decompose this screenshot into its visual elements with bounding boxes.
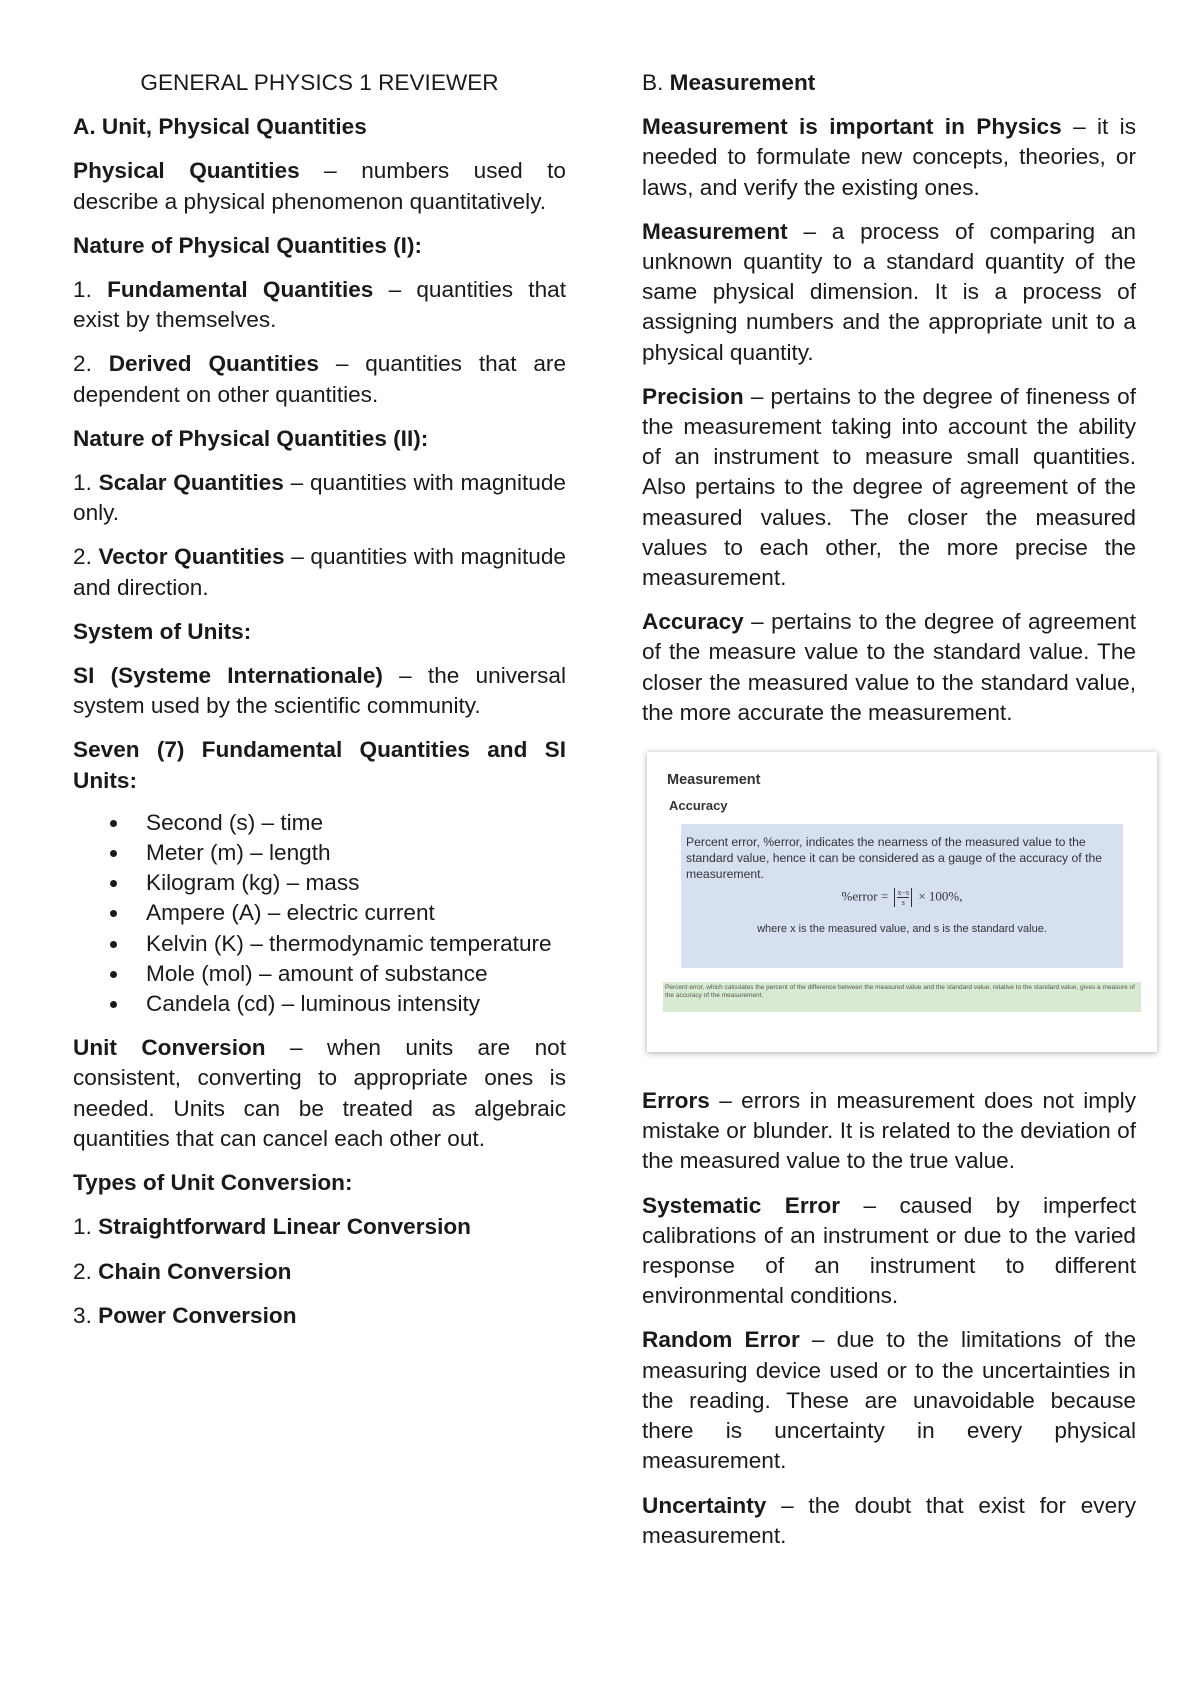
section-b-heading: B. Measurement [642,70,816,95]
si-definition: SI (Systeme Internationale) – the universal system used by the scientific community. [73,663,566,719]
vector-quantities-item: 2. Vector Quantities – quantities with magnitude and direction. [73,544,566,600]
bullet-icon [110,971,117,978]
types-heading: Types of Unit Conversion: [73,1170,353,1196]
list-item: Second (s) – time [73,808,566,838]
percent-error-figure [647,752,1157,1052]
figure-title: Measurement [667,772,761,789]
list-item: Mole (mol) – amount of substance [73,959,566,989]
figure-subtitle: Accuracy [669,798,728,814]
seven-quantities-heading: Seven (7) Fundamental Quantities and SI Units: [73,737,566,793]
measurement-definition: Measurement – a process of comparing an unknown quantity to a standard quantity of the same physical dimension. It is a process of assigning numbers and the appropriate unit to a physical quantity. [642,218,1136,365]
si-units-list [73,808,566,1019]
errors-definition: Errors – errors in measurement does not imply mistake or blunder. It is related to the deviation of the measured value to the true value. [642,1088,1136,1174]
physical-quantities-definition: Physical Quantities – numbers used to describe a physical phenomenon quantitatively. [73,158,566,214]
figure-box-text: Percent error, %error, indicates the nearness of the measured value to the standard value, hence it can be considered as a gauge of the accuracy of the measurement. [686,835,1103,882]
bullet-icon [110,941,117,948]
list-item: Ampere (A) – electric current [73,898,566,928]
fraction: $\frac{x-s}{s}$ [894,888,912,907]
term: Physical Quantities [73,158,300,184]
uncertainty-definition: Uncertainty – the doubt that exist for every measurement. [642,1492,1136,1548]
right-column [642,68,1136,1565]
figure-note-box [663,982,1141,1012]
conversion-type-3: 3. Power Conversion [73,1302,297,1328]
list-item: Kelvin (K) – thermodynamic temperature [73,929,566,959]
bullet-icon [110,880,117,887]
nature-1-heading: Nature of Physical Quantities (I): [73,232,423,258]
derived-quantities-item: 2. Derived Quantities – quantities that are dependent on other quantities. [73,351,567,407]
unit-conversion-definition: Unit Conversion – when units are not consistent, converting to appropriate ones is needed. Units can be treated as algebraic quantities that can cancel each other out. [73,1035,566,1151]
bullet-icon [110,850,117,857]
list-item: Candela (cd) – luminous intensity [73,989,566,1019]
bullet-icon [110,910,117,917]
systematic-error-definition: Systematic Error – caused by imperfect calibrations of an instrument or due to the varied response of an instrument to different environmental conditions. [642,1192,1136,1309]
system-of-units-heading: System of Units: [73,618,252,644]
accuracy-definition: Accuracy – pertains to the degree of agreement of the measure value to the standard value. The closer the measured value to the standard value, the more accurate the measurement. [642,609,1136,725]
figure-note-text: Percent error, which calculates the percent of the difference between the measured value and the standard value, relative to the standard value, gives a measure of the accuracy of the measurement. [665,984,1135,1000]
list-item: Kilogram (kg) – mass [73,868,566,898]
formula-legend: where x is the measured value, and s is the standard value. [757,923,1047,936]
conversion-type-1: 1. Straightforward Linear Conversion [73,1214,471,1240]
scalar-quantities-item: 1. Scalar Quantities – quantities with magnitude only. [73,470,566,526]
section-a-heading: A. Unit, Physical Quantities [73,114,367,140]
conversion-type-2: 2. Chain Conversion [73,1258,292,1284]
bullet-icon [110,820,117,827]
measurement-importance: Measurement is important in Physics – it is needed to formulate new concepts, theories, or laws, and verify the existing ones. [642,114,1136,200]
fundamental-quantities-item: 1. Fundamental Quantities – quantities that exist by themselves. [73,277,566,333]
percent-error-formula: %error = $\frac{x-s}{s} \times 100\%$, [841,888,963,908]
nature-2-heading: Nature of Physical Quantities (II): [73,425,429,451]
list-item: Meter (m) – length [73,838,566,868]
bullet-icon [110,1001,117,1008]
document-title: GENERAL PHYSICS 1 REVIEWER [140,70,499,95]
left-column [73,68,566,1345]
random-error-definition: Random Error – due to the limitations of the measuring device used or to the uncertainties in the reading. These are unavoidable because there is uncertainty in every physical measurement. [642,1327,1137,1474]
figure-definition-box [681,824,1123,968]
precision-definition: Precision – pertains to the degree of fineness of the measurement taking into account the ability of an instrument to measure small quantities. Also pertains to the degree of agreement of the measured values. The closer the measured values to each other, the more precise the measurement. [642,383,1136,591]
